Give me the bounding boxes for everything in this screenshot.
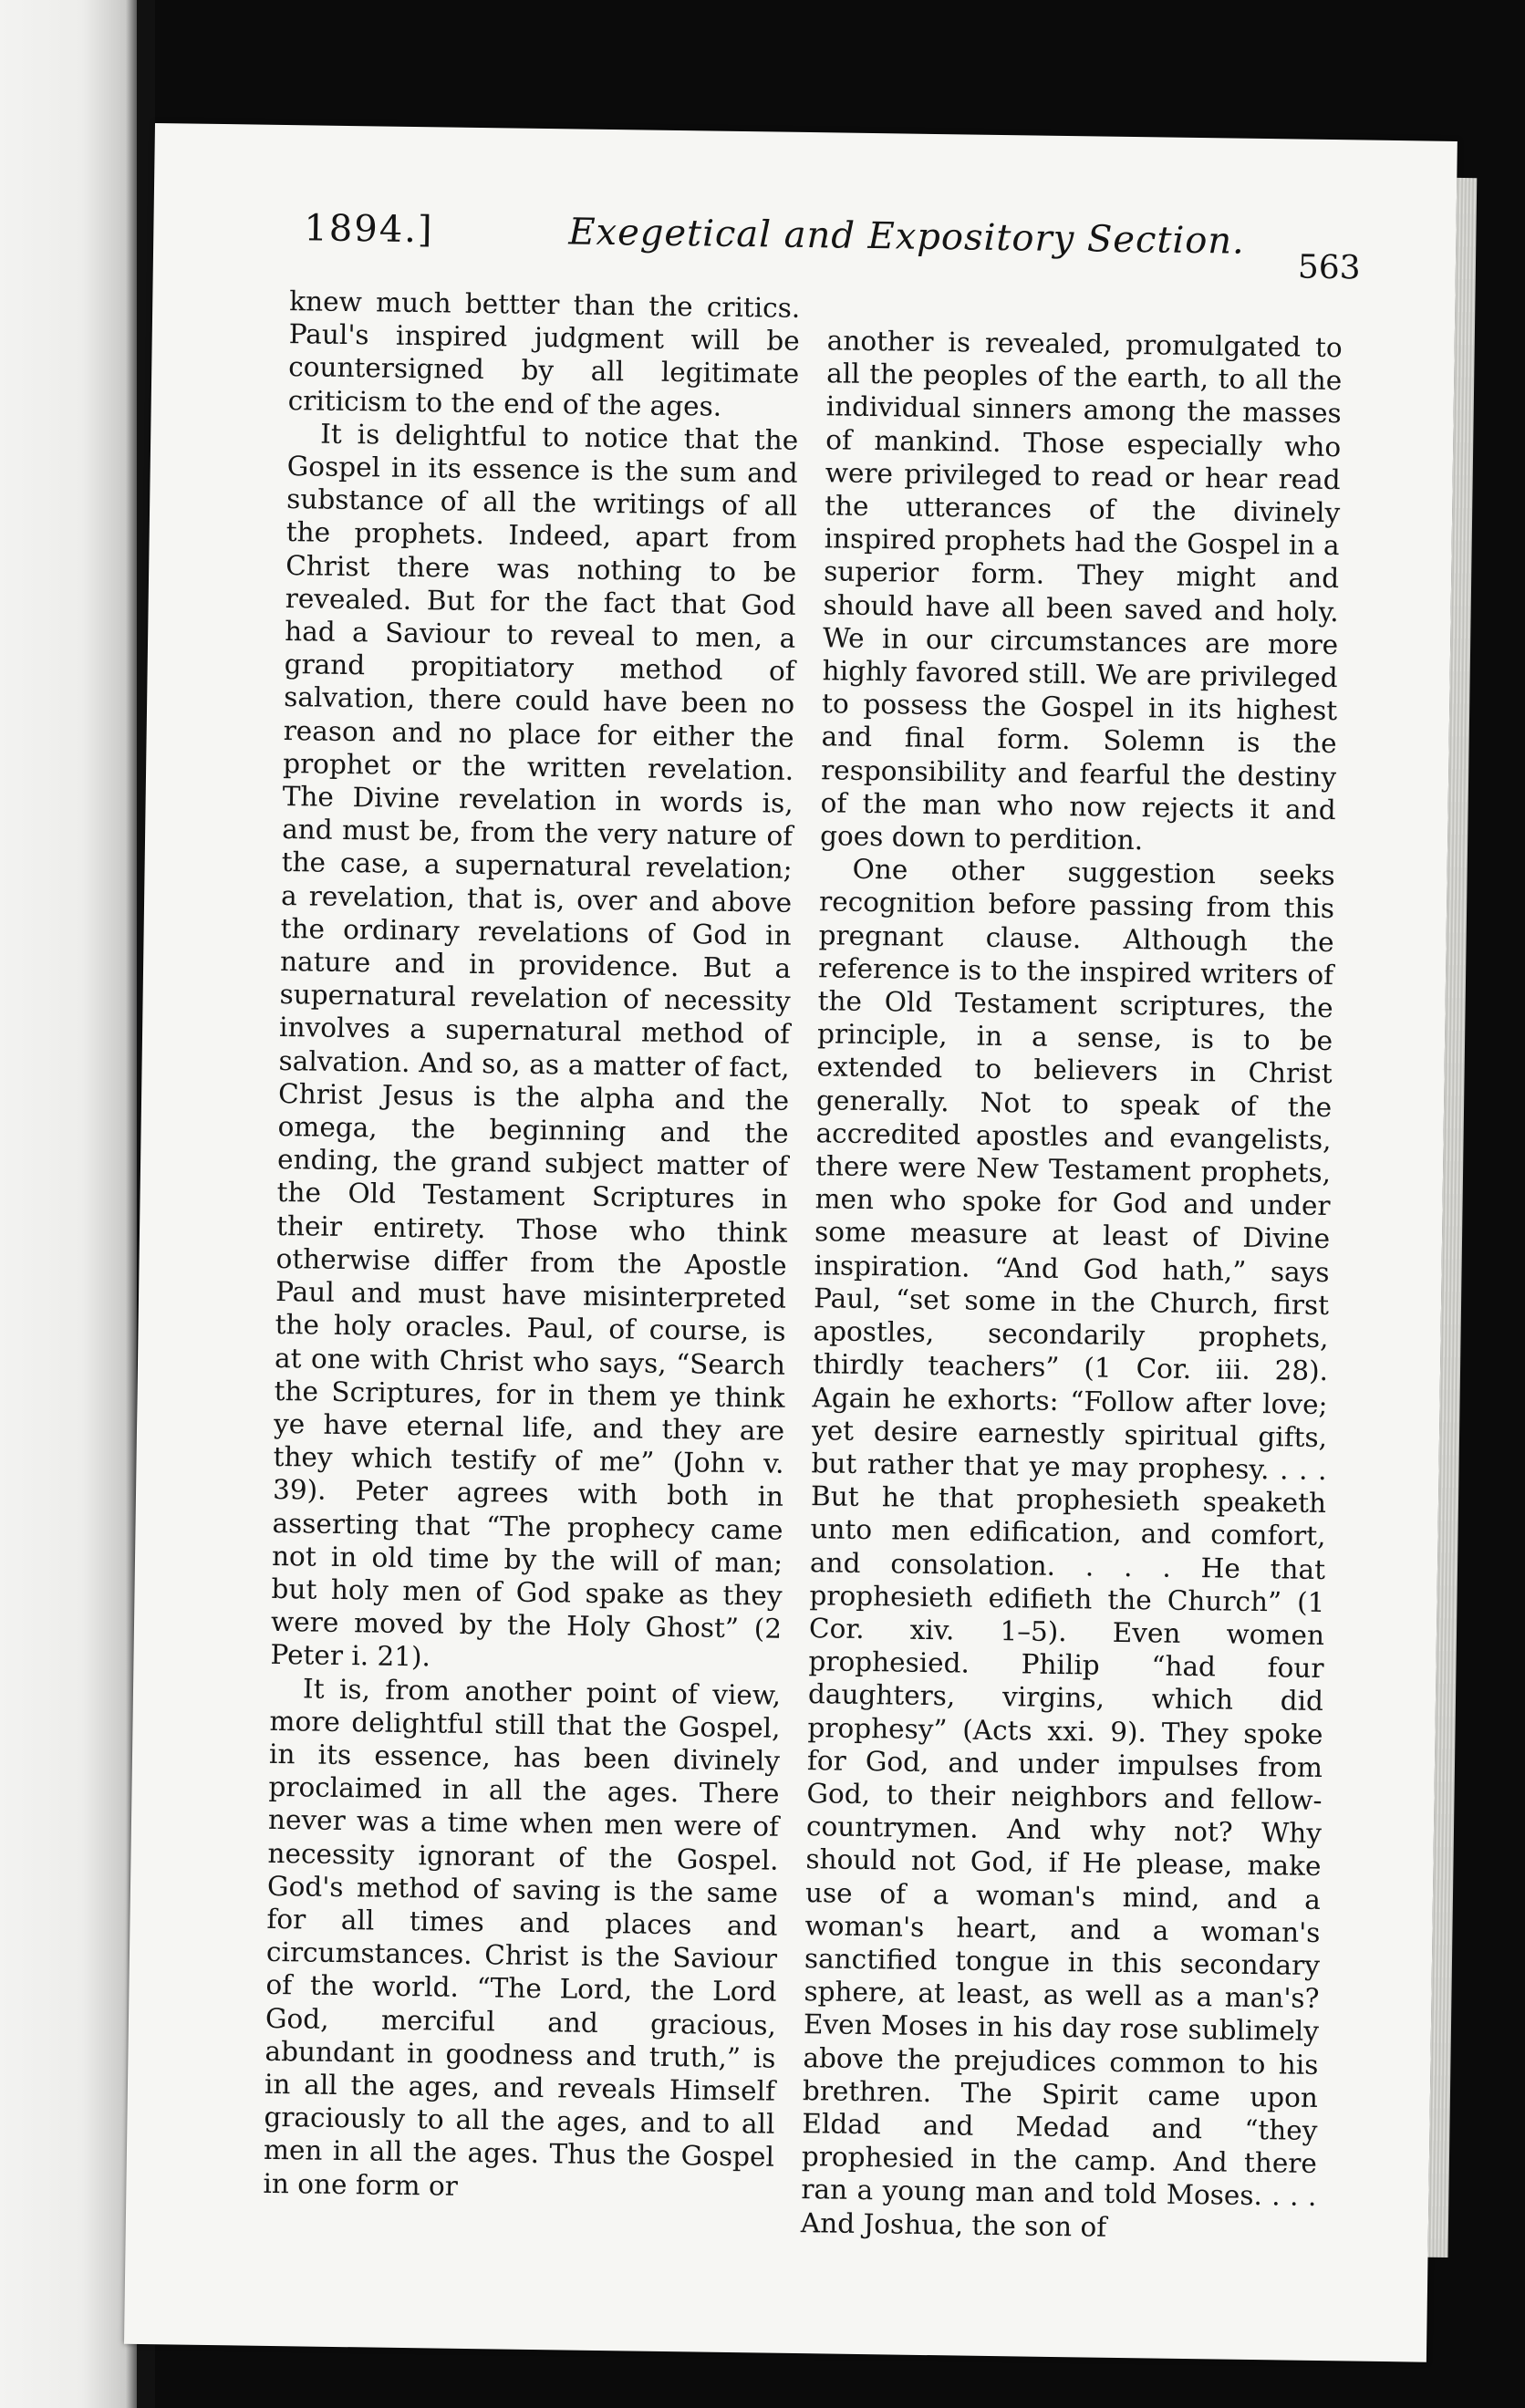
section-title: Exegetical and Expository Section. — [568, 211, 1246, 263]
paragraph: It is, from another point of view, more delightful still that the Gospel, in its essence, has been divinely proclaimed in all the ages. There never was a time when men were of necessity ignorant of the Gospel. God's method of saving is the same for all times and places and circumstances. Christ is the Saviour of the world. “The Lord, the Lord God, merciful and gracious, abundant in goodness and truth,” is in all the ages, and reveals Himself graciously to all the ages, and to all men in all the ages. Thus the Gospel in one form or — [263, 1672, 782, 2202]
page-number: 563 — [1297, 248, 1361, 287]
issue-date: 1894.] — [304, 207, 434, 252]
paragraph: It is delightful to notice that the Gospel in its essence is the sum and substance of all the writings of all the prophets. Indeed, apart from Christ there was nothing to be revealed. But for the fact that God had a Saviour to reveal to men, a grand propitiatory method of salvation, there could have been no reason and no place for either the prophet or the written revelation. The Divine revelation in words is, and must be, from the very nature of the case, a supernatural revelation; a revelation, that is, over and above the ordinary revelations of God in nature and in providence. But a supernatural revelation of necessity involves a supernatural method of salvation. And so, as a matter of fact, Christ Jesus is the alpha and the omega, the beginning and the ending, the grand subject matter of the Old Testament Scriptures in their entirety. Those who think otherwise differ from the Apostle Paul and must have misinterpreted the holy oracles. Paul, of course, is at one with Christ who says, “Search the Scriptures, for in them ye think ye have eternal life, and they are they which testify of me” (John v. 39). Peter agrees with both in asserting that “The prophecy came not in old time by the will of man; but holy men of God spake as they were moved by the Holy Ghost” (2 Peter i. 21). — [270, 418, 799, 1673]
running-header — [153, 205, 1457, 296]
left-column — [263, 285, 800, 2206]
right-column — [801, 324, 1343, 2246]
paragraph: knew much bettter than the critics. Paul's inspired judgment will be countersigned by all legitimate criticism to the end of the ages. — [287, 285, 801, 422]
paragraph: One other suggestion seeks recognition before passing from this pregnant clause. Although the reference is to the inspired writers of the Old Testament scriptures, the principle, in a sense, is to be extended to believers in Christ generally. Not to speak of the accredited apostles and evangelists, there were New Testament prophets, men who spoke for God and under some measure at least of Divine inspiration. “And God hath,” says Paul, “set some in the Church, first apostles, secondarily prophets, thirdly teachers” (1 Cor. iii. 28). Again he exhorts: “Follow after love; yet desire earnestly spiritual gifts, but rather that ye may prophesy. . . . But he that prophesieth speaketh unto men edification, and comfort, and consolation. . . . He that prophesieth edifieth the Church” (1 Cor. xiv. 1–5). Even women prophesied. Philip “had four daughters, virgins, which did prophesy” (Acts xxi. 9). They spoke for God, and under impulses from God, to their neighbors and fellow-countrymen. And why not? Why should not God, if He please, make use of a woman's mind, and a woman's heart, and a woman's sanctified tongue in this secondary sphere, at least, as well as a man's? Even Moses in his day rose sublimely above the prejudices common to his brethren. The Spirit came upon Eldad and Medad and “they prophesied in the camp. And there ran a young man and told Moses. . . . And Joshua, the son of — [800, 854, 1335, 2243]
book-page — [124, 123, 1458, 2362]
page-stack-edge — [1427, 178, 1477, 2258]
paragraph: another is revealed, promulgated to all the peoples of the earth, to all the individual sinners among the masses of mankind. Those especially who were privileged to read or hear read the utterances of the divinely inspired prophets had the Gospel in a superior form. They might and should have all been saved and holy. We in our circumstances are more highly favored still. We are privileged to possess the Gospel in its highest and final form. Solemn is the responsibility and fearful the destiny of the man who now rejects it and goes down to perdition. — [819, 325, 1343, 856]
previous-page-edge — [0, 0, 137, 2408]
